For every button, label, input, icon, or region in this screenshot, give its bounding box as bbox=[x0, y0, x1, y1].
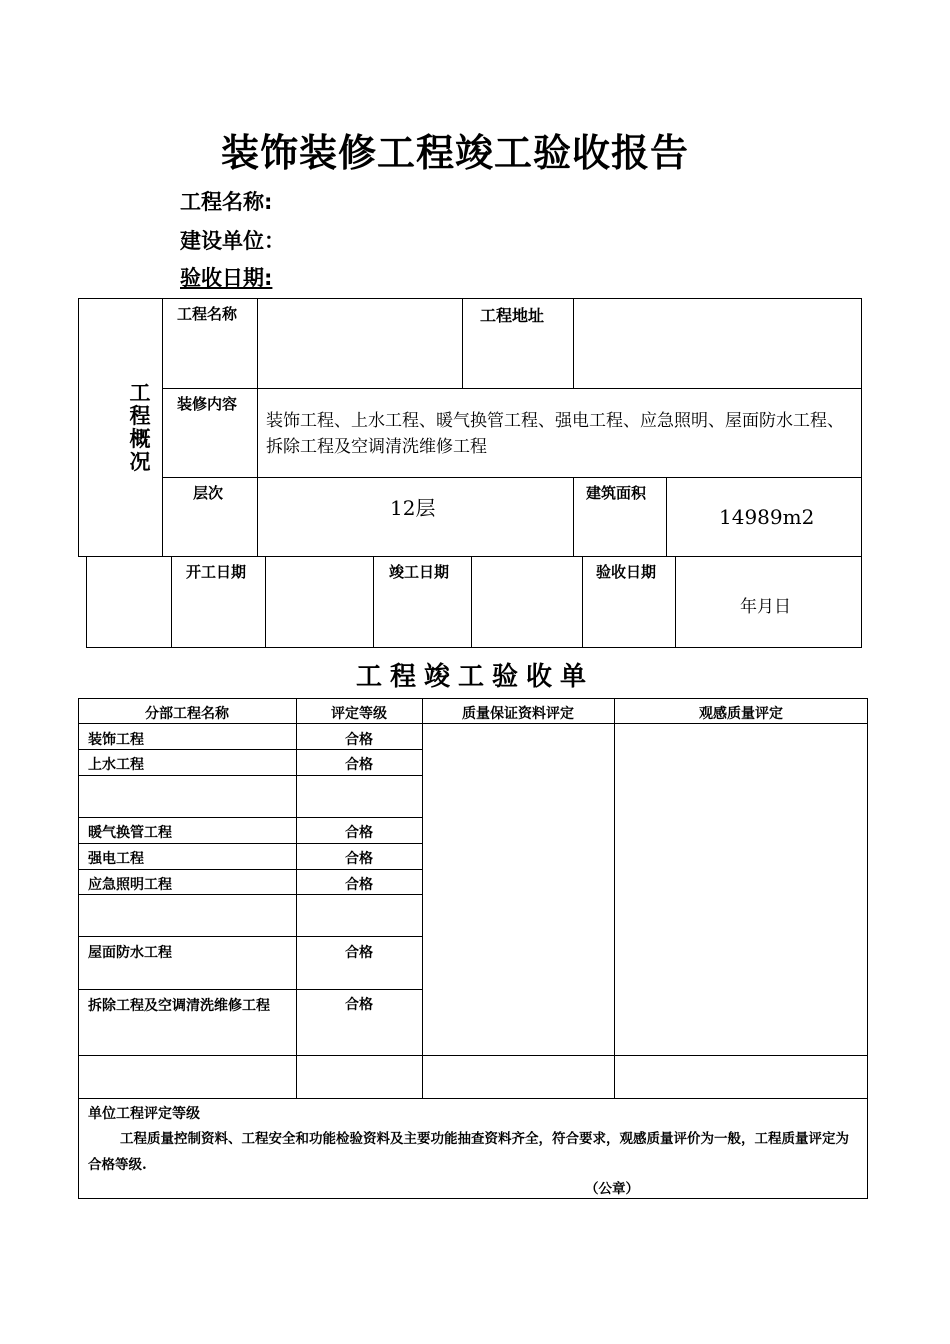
table-row-grade: 合格 bbox=[345, 997, 373, 1013]
divider bbox=[78, 775, 422, 776]
table-row-name: 暖气换管工程 bbox=[88, 825, 172, 841]
divider bbox=[78, 869, 422, 870]
divider bbox=[78, 1055, 868, 1056]
table-row-grade: 合格 bbox=[345, 825, 373, 841]
divider bbox=[171, 556, 172, 648]
divider bbox=[666, 477, 667, 557]
decoration-content-label: 装修内容 bbox=[177, 395, 238, 413]
page-title: 装饰装修工程竣工验收报告 bbox=[220, 131, 689, 175]
acceptance-table-border bbox=[78, 698, 868, 1199]
divider bbox=[78, 749, 422, 750]
acceptance-form-title: 工程竣工验收单 bbox=[355, 662, 594, 692]
table-row-name: 拆除工程及空调清洗维修工程 bbox=[88, 998, 270, 1014]
divider bbox=[78, 1098, 868, 1099]
table-row-grade: 合格 bbox=[345, 877, 373, 893]
start-date-label: 开工日期 bbox=[186, 563, 247, 581]
unit-rating-label: 单位工程评定等级 bbox=[88, 1106, 200, 1122]
builder-field-label: 建设单位： bbox=[180, 229, 285, 253]
table-row-name: 屋面防水工程 bbox=[88, 945, 172, 961]
overview-section-label: 工程概况 bbox=[129, 381, 151, 474]
acceptance-date-field-label: 验收日期: bbox=[180, 266, 273, 290]
acceptance-date-value: 年月日 bbox=[740, 597, 791, 617]
divider bbox=[257, 298, 258, 557]
divider bbox=[573, 477, 574, 557]
divider bbox=[162, 477, 862, 478]
divider bbox=[78, 723, 868, 724]
area-label: 建筑面积 bbox=[586, 484, 647, 502]
divider bbox=[582, 556, 583, 648]
column-header: 质量保证资料评定 bbox=[462, 706, 574, 722]
table-row-name: 强电工程 bbox=[88, 851, 144, 867]
seal-label: （公章） bbox=[585, 1181, 639, 1197]
table-row-grade: 合格 bbox=[345, 732, 373, 748]
divider bbox=[78, 894, 422, 895]
divider bbox=[78, 936, 422, 937]
completion-date-label: 竣工日期 bbox=[389, 563, 450, 581]
divider bbox=[462, 298, 463, 388]
column-header: 评定等级 bbox=[331, 706, 387, 722]
column-header: 观感质量评定 bbox=[699, 706, 783, 722]
divider bbox=[78, 989, 422, 990]
table-row-name: 装饰工程 bbox=[88, 732, 144, 748]
table-row-grade: 合格 bbox=[345, 757, 373, 773]
project-address-label: 工程地址 bbox=[480, 306, 545, 325]
divider bbox=[373, 556, 374, 648]
table-row-name: 上水工程 bbox=[88, 757, 144, 773]
table-row-grade: 合格 bbox=[345, 945, 373, 961]
floors-label: 层次 bbox=[193, 484, 224, 502]
divider bbox=[265, 556, 266, 648]
decoration-content-text: 装饰工程、上水工程、暖气换管工程、强电工程、应急照明、屋面防水工程、拆除工程及空调清洗维修工程 bbox=[266, 411, 844, 457]
area-value: 14989m2 bbox=[719, 505, 815, 529]
column-header: 分部工程名称 bbox=[145, 706, 229, 722]
unit-rating-text: 工程质量控制资料、工程安全和功能检验资料及主要功能抽查资料齐全，符合要求，观感质量评价为一般，工程质量评定为合格等级. bbox=[88, 1131, 849, 1173]
divider bbox=[162, 388, 862, 389]
divider bbox=[675, 556, 676, 648]
table-row-grade: 合格 bbox=[345, 851, 373, 867]
floors-value: 12层 bbox=[390, 496, 436, 520]
divider bbox=[573, 298, 574, 388]
table-row-name: 应急照明工程 bbox=[88, 877, 172, 893]
divider bbox=[78, 843, 422, 844]
acceptance-date-label: 验收日期 bbox=[596, 563, 657, 581]
divider bbox=[78, 817, 422, 818]
divider bbox=[162, 298, 163, 557]
project-name-field-label: 工程名称: bbox=[180, 190, 273, 214]
divider bbox=[614, 698, 615, 1098]
project-name-label: 工程名称 bbox=[177, 305, 238, 323]
divider bbox=[422, 698, 423, 1098]
divider bbox=[471, 556, 472, 648]
